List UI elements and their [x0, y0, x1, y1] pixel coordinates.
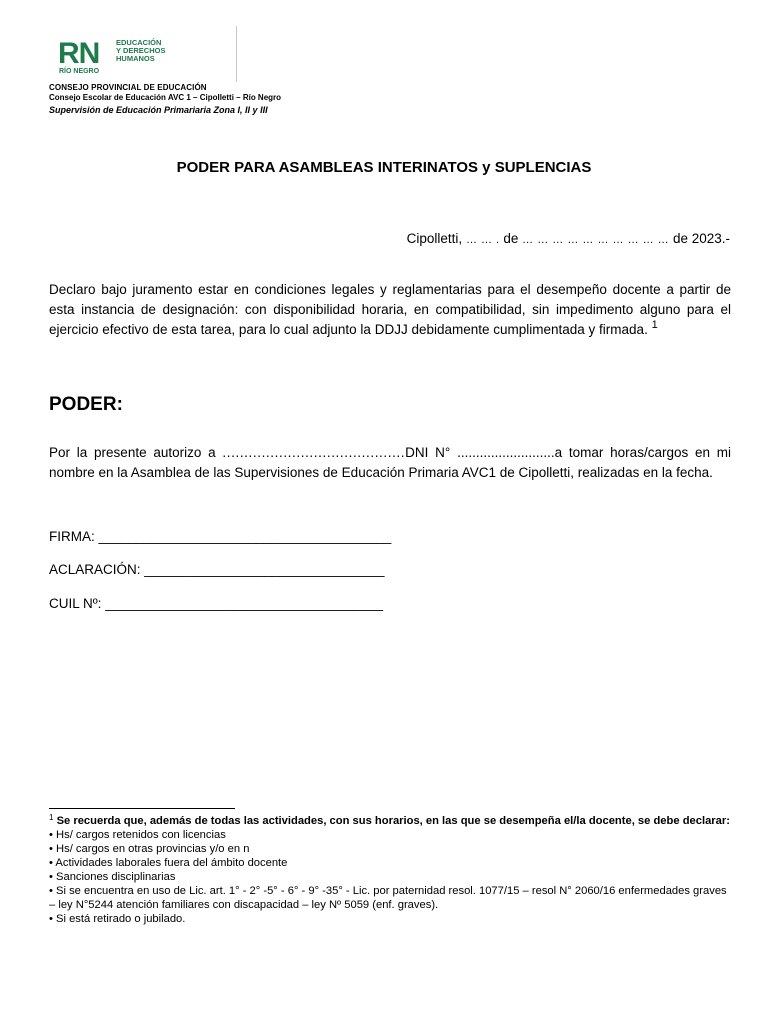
date-line: [407, 231, 730, 246]
date-year: de 2023.-: [672, 231, 730, 246]
footnote-separator: [49, 808, 235, 809]
declaration-text: Declaro bajo juramento estar en condiciones legales y reglamentarias para el desempeño docente a partir de esta instancia de designación: con disponibilidad horaria, en compatibilidad, sin impedimento alguno para el ejercicio efectivo de esta tarea, para lo cual adjunto la DDJJ debidamente cumplimentada y firmada.: [49, 282, 731, 337]
footnote-item: • Actividades laborales fuera del ámbito docente: [49, 857, 288, 869]
dni-label: DNI N°: [405, 445, 451, 460]
logo-divider: [236, 26, 237, 82]
authorized-name-blank: ..........................................: [222, 445, 406, 460]
rio-negro-logo: [58, 34, 258, 84]
date-day-blank: … … .: [465, 234, 500, 246]
footnote-list: [49, 828, 733, 926]
date-city: Cipolletti,: [406, 231, 463, 246]
footnote-item: • Si está retirado o jubilado.: [49, 913, 186, 925]
footnote-number: 1: [49, 813, 54, 822]
logo-mark: RN: [58, 37, 100, 70]
logo-line3: HUMANOS: [116, 54, 155, 63]
org-line-3: Supervisión de Educación Primariaria Zona I, II y III: [49, 105, 268, 115]
aclaracion-line: ACLARACIÓN: ________________________________: [49, 562, 385, 577]
logo-line1: EDUCACIÓN: [116, 38, 162, 47]
logo-sub: RÍO NEGRO: [59, 68, 100, 75]
footnote-item: • Hs/ cargos retenidos con licencias: [49, 829, 226, 841]
org-line-2: Consejo Escolar de Educación AVC 1 – Cipolletti – Río Negro: [49, 93, 282, 102]
footnote-block: [49, 814, 733, 926]
poder-text-b: a tomar horas/cargos en mi nombre en la Asamblea de las Supervisiones de Educación Primaria AVC1 de Cipolletti, realizadas en la fecha.: [49, 445, 732, 480]
date-de: de: [503, 231, 519, 246]
cuil-line: CUIL Nº: _____________________________________: [49, 596, 383, 611]
logo-line2: Y DERECHOS: [116, 46, 166, 55]
footnote-item: • Si se encuentra en uso de Lic. art. 1° - 2° -5° - 6° - 9° -35° - Lic. por paternidad resol. 1077/15 – resol N° 2060/16 enfermedades graves – ley N°5244 atención familiares con discapacidad – ley Nº 5059 (enf. graves).: [49, 885, 727, 911]
org-line-1: CONSEJO PROVINCIAL DE EDUCACIÓN: [49, 83, 207, 92]
footnote-heading: [49, 814, 733, 828]
poder-text-a: Por la presente autorizo a: [49, 445, 223, 460]
footnote-item: • Hs/ cargos en otras provincias y/o en n: [49, 843, 250, 855]
footnote-item: • Sanciones disciplinarias: [49, 871, 176, 883]
poder-heading: PODER:: [49, 394, 123, 415]
declaration-paragraph: [49, 280, 731, 340]
firma-line: FIRMA: _______________________________________: [49, 529, 392, 544]
date-month-blank: … … … … … … … … … …: [522, 234, 670, 246]
footnote-reference: 1: [651, 319, 658, 331]
poder-paragraph: [49, 443, 731, 483]
footnote-heading-text: Se recuerda que, además de todas las actividades, con sus horarios, en las que se desempeña el/la docente, se debe declarar:: [56, 815, 730, 827]
document-title: PODER PARA ASAMBLEAS INTERINATOS y SUPLENCIAS: [176, 159, 592, 176]
dni-blank: ..........................: [450, 445, 555, 460]
organization-header: [49, 83, 281, 115]
